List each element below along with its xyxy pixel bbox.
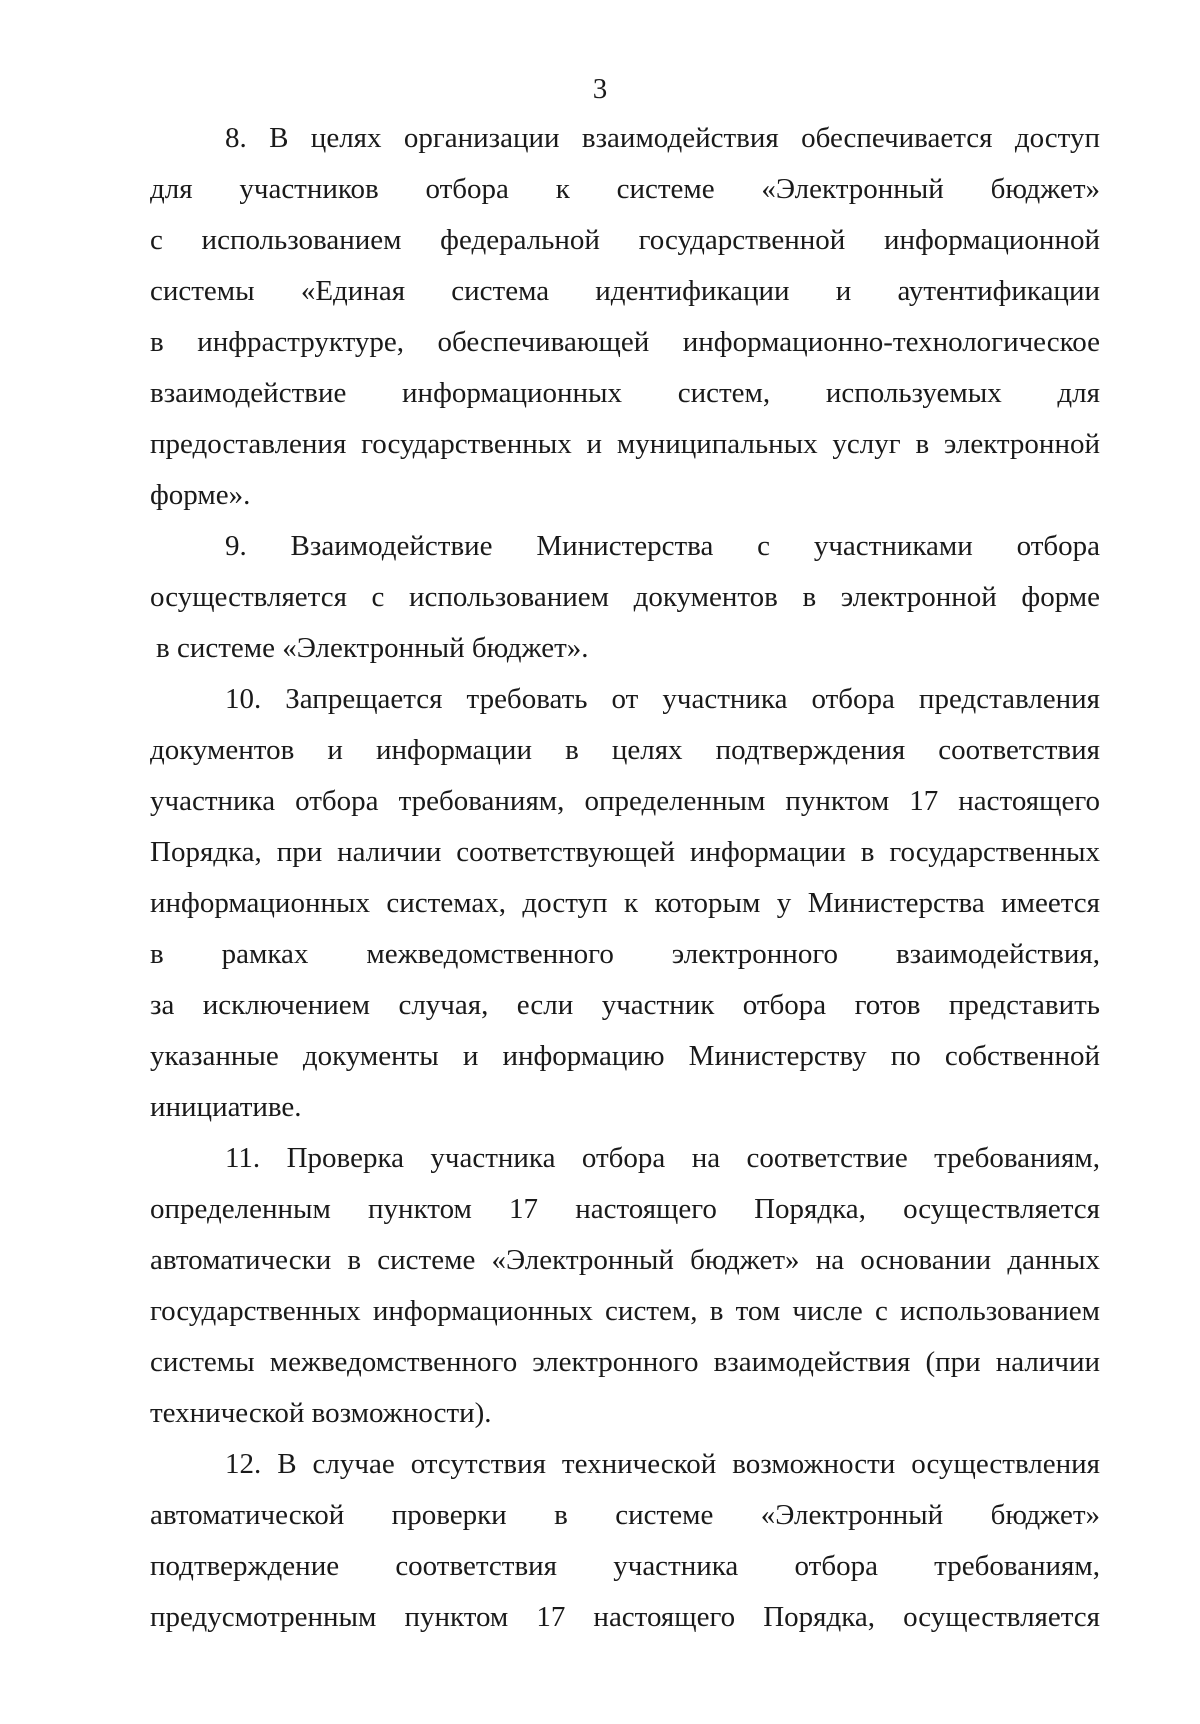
paragraph-10 [150, 674, 1100, 1133]
paragraph-8 [150, 113, 1100, 521]
paragraph-line: автоматической проверки в системе «Электронный бюджет» [150, 1499, 1100, 1531]
paragraph-line: 12. В случае отсутствия технической возможности осуществления [225, 1448, 1100, 1480]
paragraph-line: 8. В целях организации взаимодействия обеспечивается доступ [225, 122, 1100, 154]
paragraph-line: информационных системах, доступ к которым у Министерства имеется [150, 887, 1100, 919]
paragraph-line: с использованием федеральной государственной информационной [150, 224, 1100, 256]
paragraph-line: для участников отбора к системе «Электронный бюджет» [150, 173, 1100, 205]
paragraph-line: за исключением случая, если участник отбора готов представить [150, 989, 1100, 1021]
paragraph-line: 10. Запрещается требовать от участника отбора представления [225, 683, 1100, 715]
paragraph-line: участника отбора требованиям, определенным пунктом 17 настоящего [150, 785, 1100, 817]
paragraph-line: документов и информации в целях подтверждения соответствия [150, 734, 1100, 766]
paragraph-line: подтверждение соответствия участника отбора требованиям, [150, 1550, 1100, 1582]
paragraph-line: 11. Проверка участника отбора на соответствие требованиям, [225, 1142, 1100, 1174]
paragraph-line: системы «Единая система идентификации и аутентификации [150, 275, 1100, 307]
paragraph-11 [150, 1133, 1100, 1439]
paragraph-line: предусмотренным пунктом 17 настоящего Порядка, осуществляется [150, 1601, 1100, 1633]
paragraph-line: взаимодействие информационных систем, используемых для [150, 377, 1100, 409]
paragraph-line: автоматически в системе «Электронный бюджет» на основании данных [150, 1244, 1100, 1276]
paragraph-line: технической возможности). [150, 1397, 492, 1429]
paragraph-line: инициативе. [150, 1091, 302, 1123]
paragraph-line: форме». [150, 479, 251, 511]
paragraph-line: государственных информационных систем, в том числе с использованием [150, 1295, 1100, 1327]
paragraph-line: системы межведомственного электронного взаимодействия (при наличии [150, 1346, 1100, 1378]
paragraph-line: осуществляется с использованием документов в электронной форме [150, 581, 1100, 613]
paragraph-line: в рамках межведомственного электронного взаимодействия, [150, 938, 1100, 970]
paragraph-9 [150, 521, 1100, 674]
paragraph-line: определенным пунктом 17 настоящего Порядка, осуществляется [150, 1193, 1100, 1225]
paragraph-line: указанные документы и информацию Министерству по собственной [150, 1040, 1100, 1072]
paragraph-line: в системе «Электронный бюджет». [156, 632, 589, 664]
document-body [150, 113, 1100, 1643]
paragraph-line: 9. Взаимодействие Министерства с участниками отбора [225, 530, 1100, 562]
paragraph-line: предоставления государственных и муниципальных услуг в электронной [150, 428, 1100, 460]
paragraph-line: Порядка, при наличии соответствующей информации в государственных [150, 836, 1100, 868]
page-number: 3 [592, 73, 608, 105]
paragraph-12 [150, 1439, 1100, 1643]
paragraph-line: в инфраструктуре, обеспечивающей информационно-технологическое [150, 326, 1100, 358]
